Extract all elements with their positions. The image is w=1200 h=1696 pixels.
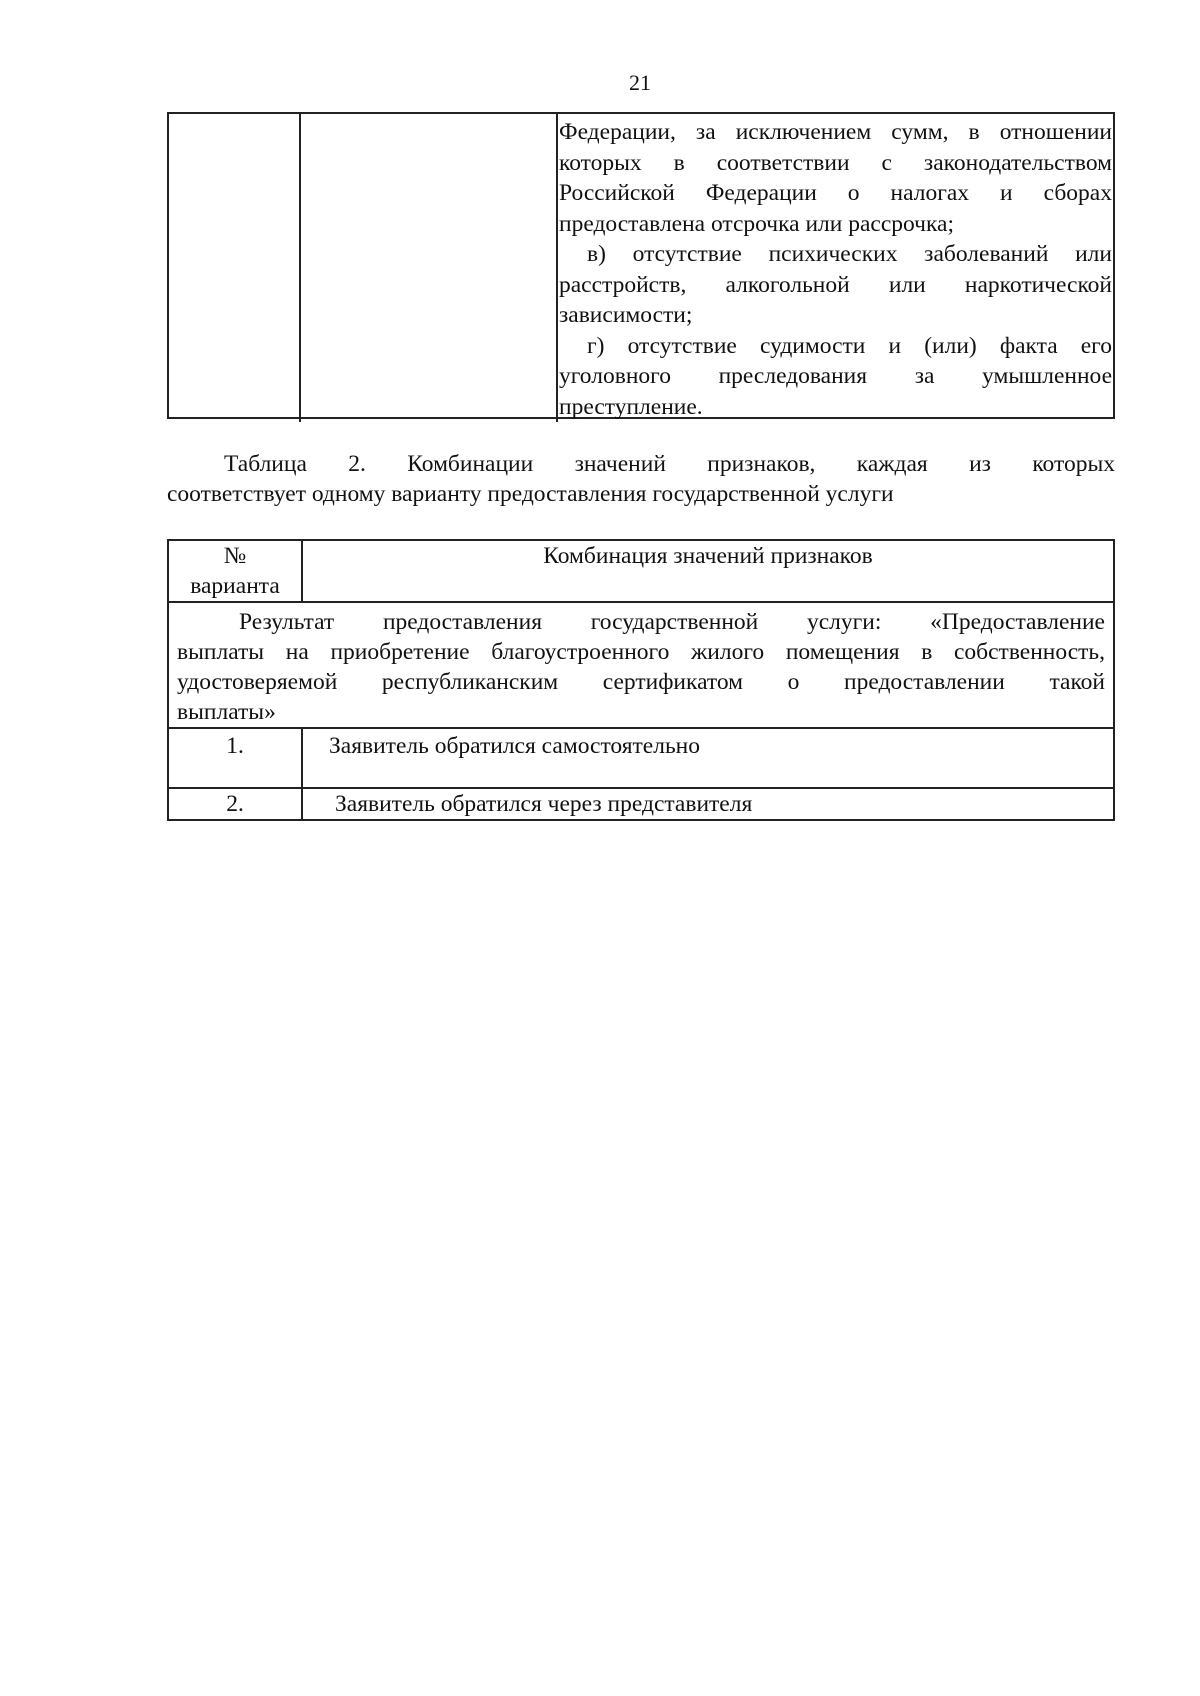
text-line: предоставлена отсрочка или рассрочка;	[559, 210, 955, 237]
header-variant-number: № варианта	[168, 540, 302, 602]
variant-number: 2.	[168, 788, 302, 820]
table-1-empty-cell-2	[301, 114, 558, 422]
text-line: уголовного преследования за умышленное	[559, 363, 1112, 389]
table-row	[168, 728, 1114, 788]
caption-line-2: соответствует одному варианту предоставления государственной услуги	[167, 481, 894, 507]
text-line: преступление.	[559, 393, 703, 420]
text-line: которых в соответствии с законодательством	[559, 149, 1112, 176]
caption-line-1: Таблица 2. Комбинации значений признаков, каждая из которых	[224, 451, 1115, 477]
table-1-empty-cell-1	[169, 114, 301, 422]
table-1-text-cell	[558, 114, 1113, 422]
result-cell	[168, 602, 1114, 728]
variant-number: 1.	[168, 728, 302, 788]
variant-combination: Заявитель обратился через представителя	[302, 788, 1114, 820]
result-row	[168, 602, 1114, 728]
result-line: Результат предоставления государственной услуги: «Предоставление	[239, 609, 1105, 635]
text-line-indented: г) отсутствие судимости и (или) факта его	[587, 332, 1112, 359]
text-line: Федерации, за исключением сумм, в отношении	[559, 119, 1112, 145]
result-line: удостоверяемой республиканским сертификатом о предоставлении такой	[177, 669, 1105, 695]
table-1-continuation	[167, 112, 1115, 419]
table-row	[168, 788, 1114, 820]
table-2	[167, 539, 1115, 821]
text-line: зависимости;	[559, 302, 693, 328]
variant-combination: Заявитель обратился самостоятельно	[302, 728, 1114, 788]
text-line: Российской Федерации о налогах и сборах	[559, 180, 1112, 206]
table-header-row	[168, 540, 1114, 602]
text-line-indented: в) отсутствие психических заболеваний или	[587, 241, 1112, 267]
table-2-caption	[167, 449, 1115, 509]
result-line: выплаты»	[177, 699, 276, 725]
header-combination: Комбинация значений признаков	[302, 540, 1114, 602]
text-line: расстройств, алкогольной или наркотической	[559, 271, 1112, 298]
result-line: выплаты на приобретение благоустроенного жилого помещения в собственность,	[177, 639, 1105, 665]
page-number: 21	[629, 70, 651, 95]
